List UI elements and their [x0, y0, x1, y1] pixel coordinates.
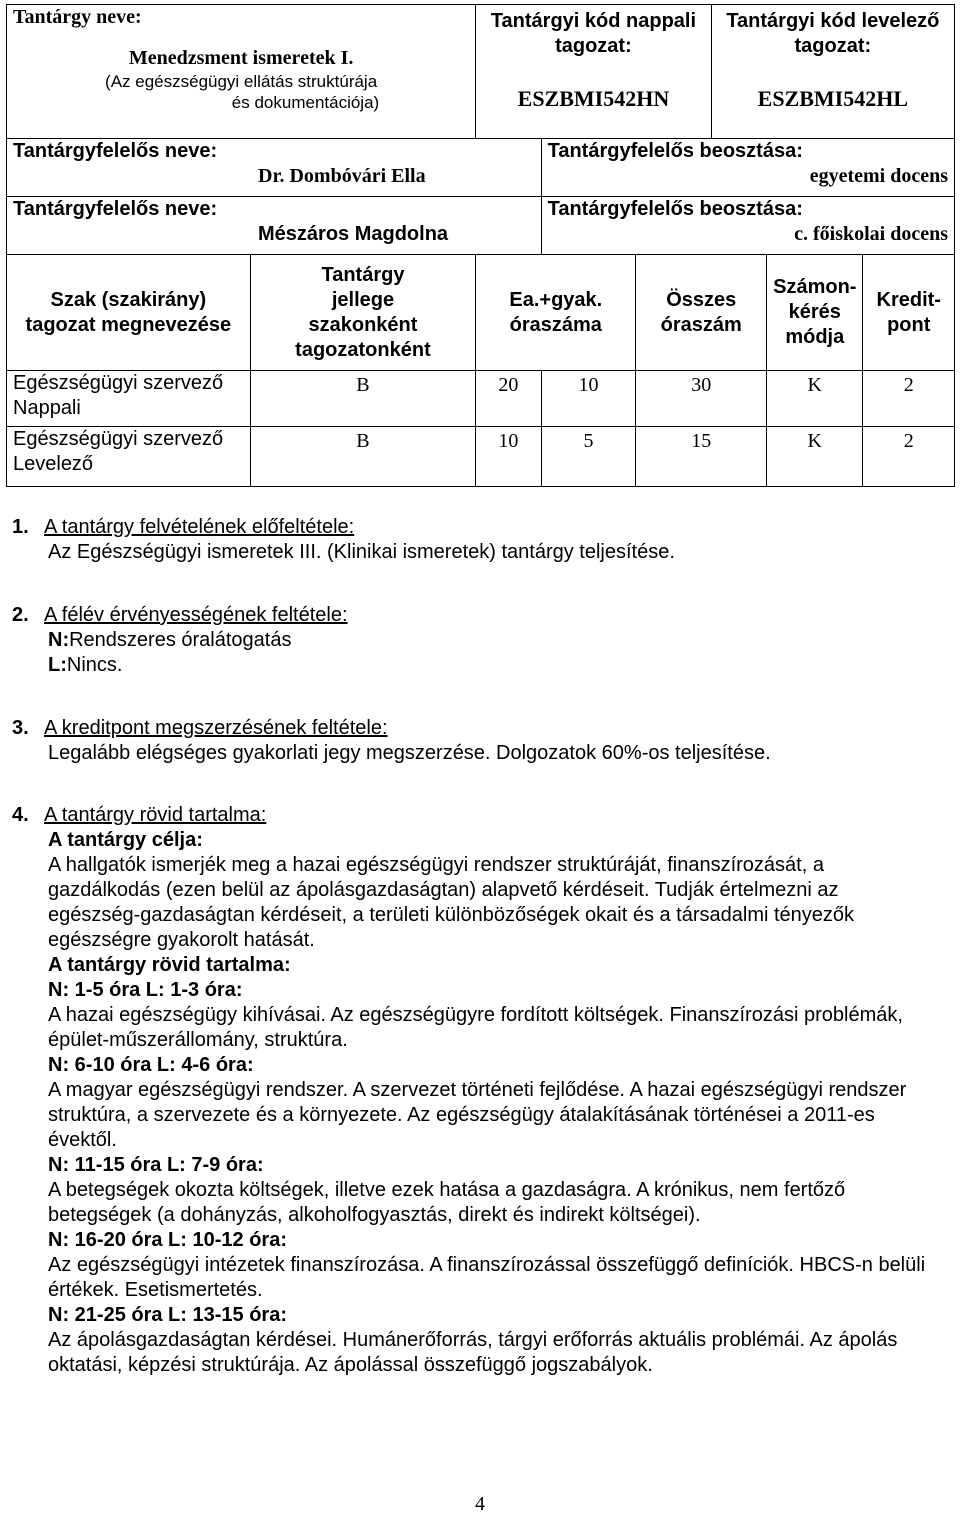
block-3-heading: N: 11-15 óra L: 7-9 óra:	[48, 1154, 264, 1176]
section-2-n-label: N:	[48, 629, 70, 651]
row1-szak-a: Egészségügyi szervező	[13, 372, 224, 394]
section-1-text: Az Egészségügyi ismeretek III. (Klinikai ismeretek) tantárgy teljesítése.	[48, 541, 675, 563]
col-jelleg-line-2: jellege	[331, 288, 395, 311]
col-ossz-line-2: óraszám	[660, 313, 742, 336]
resp1-name: Dr. Dombóvári Ella	[258, 165, 426, 187]
col-kredit-header	[863, 255, 955, 371]
section-3-title: A kreditpont megszerzésének feltétele:	[44, 717, 388, 739]
code-corr: ESZBMI542HL	[757, 86, 909, 111]
col-ossz-header	[636, 255, 767, 371]
code-day-cell	[476, 5, 711, 139]
content-block	[48, 1153, 928, 1228]
col-jelleg-line-4: tagozatonként	[295, 338, 431, 361]
row1-jelleg: B	[250, 371, 475, 427]
section-2-l-label: L:	[48, 654, 67, 676]
course-info-table	[6, 4, 955, 487]
col-jelleg-header	[250, 255, 475, 371]
resp1-name-cell	[7, 139, 542, 197]
resp1-pos-label: Tantárgyfelelős beosztása:	[547, 140, 803, 162]
row2-szak-b: Levelező	[13, 453, 94, 475]
section-2-title: A félév érvényességének feltétele:	[44, 604, 348, 626]
row2-jelleg: B	[250, 427, 475, 487]
row2-szak	[7, 427, 251, 487]
row1-ossz: 30	[636, 371, 767, 427]
section-prerequisite	[12, 515, 928, 565]
block-1-text: A hazai egészségügy kihívásai. Az egészségügyre fordított költségek. Finanszírozási problémák, épület-műszerállomány, struktúra.	[48, 1004, 903, 1051]
col-szak-header	[7, 255, 251, 371]
content-block	[48, 1228, 928, 1303]
subject-name-cell	[7, 5, 476, 139]
col-ea-line-1: Ea.+gyak.	[509, 288, 603, 311]
row2-gyak: 5	[541, 427, 636, 487]
code-day: ESZBMI542HN	[517, 86, 670, 111]
section-2-l-text: Nincs.	[66, 654, 123, 676]
subject-subtitle-1: (Az egészségügyi ellátás struktúrája	[105, 72, 378, 91]
row1-szam: K	[767, 371, 863, 427]
section-2-n-text: Rendszeres óralátogatás	[69, 629, 292, 651]
col-szak-line-1: Szak (szakirány)	[50, 288, 207, 311]
code-day-label-1: Tantárgyi kód nappali	[490, 10, 697, 32]
row1-gyak: 10	[541, 371, 636, 427]
content-block	[48, 978, 928, 1053]
resp2-label: Tantárgyfelelős neve:	[13, 198, 218, 220]
resp2-name-cell	[7, 197, 542, 255]
table-row	[7, 371, 955, 427]
code-day-label-2: tagozat:	[555, 35, 632, 57]
block-4-heading: N: 16-20 óra L: 10-12 óra:	[48, 1229, 287, 1251]
col-ossz-line-1: Összes	[666, 288, 737, 311]
row2-kredit: 2	[863, 427, 955, 487]
section-3-text: Legalább elégséges gyakorlati jegy megszerzése. Dolgozatok 60%-os teljesítése.	[48, 742, 771, 764]
section-credit	[12, 716, 928, 766]
row2-ossz: 15	[636, 427, 767, 487]
resp1-label: Tantárgyfelelős neve:	[13, 140, 218, 162]
section-2-number: 2.	[12, 604, 29, 626]
row1-ea: 20	[476, 371, 541, 427]
row1-szak	[7, 371, 251, 427]
subject-subtitle-2: és dokumentációja)	[231, 93, 380, 113]
col-kredit-line-2: pont	[887, 313, 931, 336]
resp2-pos-label: Tantárgyfelelős beosztása:	[547, 198, 803, 220]
col-jelleg-line-3: szakonként	[308, 313, 418, 336]
col-ea-header	[476, 255, 636, 371]
resp1-pos: egyetemi docens	[809, 165, 948, 187]
code-corr-label-1: Tantárgyi kód levelező	[726, 10, 940, 32]
block-4-text: Az egészségügyi intézetek finanszírozása. A finanszírozással összefüggő definíciók. HBCS-n belüli értékek. Esetismertetés.	[48, 1254, 926, 1301]
content-block	[48, 1303, 928, 1378]
code-corr-cell	[711, 5, 954, 139]
col-szam-line-3: módja	[785, 326, 845, 348]
code-corr-label-2: tagozat:	[794, 35, 872, 57]
block-2-heading: N: 6-10 óra L: 4-6 óra:	[48, 1054, 254, 1076]
col-jelleg-line-1: Tantárgy	[321, 263, 405, 286]
col-szam-header	[767, 255, 863, 371]
block-5-heading: N: 21-25 óra L: 13-15 óra:	[48, 1304, 287, 1326]
resp2-pos: c. főiskolai docens	[794, 223, 948, 245]
row2-szak-a: Egészségügyi szervező	[13, 428, 224, 450]
row1-kredit: 2	[863, 371, 955, 427]
goal-text: A hallgatók ismerjék meg a hazai egészségügyi rendszer struktúráját, finanszírozását, a gazdálkodás (ezen belül az ápolásgazdaságtan) alapvető kérdéseit. Tudják értelmezni az egészség-gazdaságtan kérdéseit, a területi különbözőségek okait és a társadalmi tényezők egészségre gyakorolt hatását.	[48, 854, 855, 951]
subject-name: Menedzsment ismeretek I.	[128, 47, 354, 69]
row2-ea: 10	[476, 427, 541, 487]
section-3-number: 3.	[12, 717, 29, 739]
block-2-text: A magyar egészségügyi rendszer. A szervezet történeti fejlődése. A hazai egészségügyi rendszer struktúra, a szervezete és a környezete. Az egészségügy átalakításának történései a 2011-es évektől.	[48, 1079, 907, 1151]
section-4-number: 4.	[12, 804, 29, 826]
block-3-text: A betegségek okozta költségek, illetve ezek hatása a gazdaságra. A krónikus, nem fertőző betegségek (a dohányzás, alkoholfogyasztás, direkt és indirekt költségei).	[48, 1179, 846, 1226]
section-1-title: A tantárgy felvételének előfeltétele:	[44, 516, 355, 538]
row2-szam: K	[767, 427, 863, 487]
goal-title: A tantárgy célja:	[48, 829, 203, 851]
block-5-text: Az ápolásgazdaságtan kérdései. Humánerőforrás, tárgyi erőforrás aktuális problémái. Az ápolás oktatási, képzési struktúrája. Az ápolással összefüggő jogszabályok.	[48, 1329, 898, 1376]
subject-name-label: Tantárgy neve:	[13, 6, 142, 28]
col-szak-line-2: tagozat megnevezése	[25, 313, 232, 336]
section-content	[12, 803, 928, 1378]
section-validity	[12, 603, 928, 678]
resp2-name: Mészáros Magdolna	[258, 223, 449, 245]
resp1-pos-cell	[541, 139, 954, 197]
section-1-number: 1.	[12, 516, 29, 538]
content-block	[48, 1053, 928, 1153]
col-szam-line-2: kérés	[788, 301, 841, 323]
table-row	[7, 427, 955, 487]
block-1-heading: N: 1-5 óra L: 1-3 óra:	[48, 979, 243, 1001]
row1-szak-b: Nappali	[13, 397, 81, 419]
content-title: A tantárgy rövid tartalma:	[48, 954, 291, 976]
col-ea-line-2: óraszáma	[509, 313, 602, 336]
section-4-title: A tantárgy rövid tartalma:	[44, 804, 267, 826]
col-szam-line-1: Számon-	[773, 276, 857, 298]
resp2-pos-cell	[541, 197, 954, 255]
col-kredit-line-1: Kredit-	[876, 288, 941, 311]
page-number: 4	[475, 1493, 485, 1515]
